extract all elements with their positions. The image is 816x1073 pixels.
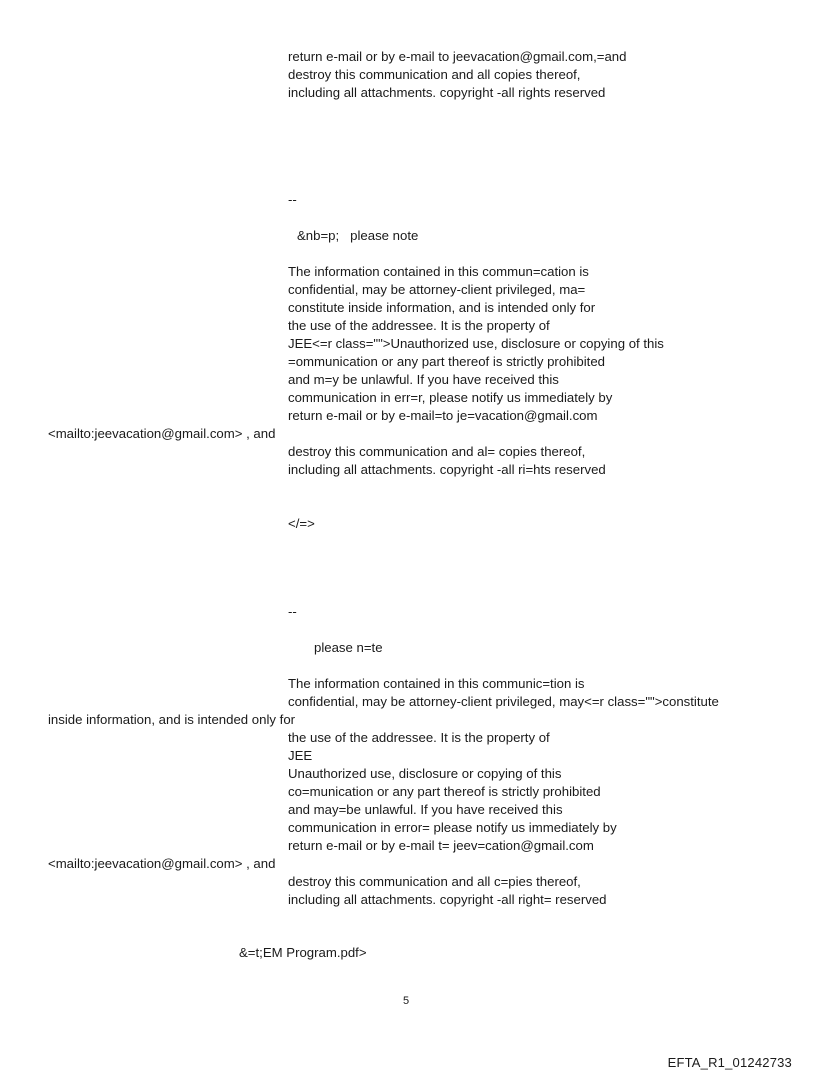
separator: -- (288, 604, 297, 619)
body-line: confidential, may be attorney-client privileged, ma= (288, 282, 586, 297)
body-line: and may=be unlawful. If you have received this (288, 802, 563, 817)
body-line: destroy this communication and all copies thereof, (288, 67, 581, 82)
body-line: return e-mail or by e-mail t= jeev=cation@gmail.com (288, 838, 594, 853)
body-line: the use of the addressee. It is the property of (288, 730, 550, 745)
body-line: including all attachments. copyright -all rights reserved (288, 85, 606, 100)
body-line: communication in err=r, please notify us immediately by (288, 390, 613, 405)
body-line: the use of the addressee. It is the property of (288, 318, 550, 333)
wrapped-line: inside information, and is intended only for (48, 712, 296, 727)
body-line: constitute inside information, and is intended only for (288, 300, 596, 315)
bates-number: EFTA_R1_01242733 (667, 1055, 792, 1070)
mailto-line: <mailto:jeevacation@gmail.com> , and (48, 426, 276, 441)
body-line: co=munication or any part thereof is strictly prohibited (288, 784, 601, 799)
attachment-name: &=t;EM Program.pdf> (239, 945, 367, 960)
notice-heading: please n=te (314, 640, 383, 655)
body-line: JEE (288, 748, 313, 763)
body-line: destroy this communication and all c=pies thereof, (288, 874, 581, 889)
separator: -- (288, 192, 297, 207)
body-line: The information contained in this communic=tion is (288, 676, 585, 691)
body-line: including all attachments. copyright -all ri=hts reserved (288, 462, 606, 477)
body-line: The information contained in this commun=cation is (288, 264, 589, 279)
notice-heading: &nb=p; please note (297, 228, 419, 243)
body-line: return e-mail or by e-mail=to je=vacation@gmail.com (288, 408, 598, 423)
body-line: destroy this communication and al= copies thereof, (288, 444, 586, 459)
mailto-line: <mailto:jeevacation@gmail.com> , and (48, 856, 276, 871)
body-line: Unauthorized use, disclosure or copying of this (288, 766, 562, 781)
body-line: and m=y be unlawful. If you have received this (288, 372, 559, 387)
page-number: 5 (403, 995, 410, 1007)
body-line: JEE<=r class="">Unauthorized use, disclosure or copying of this (288, 336, 664, 351)
closing-tag: </=> (288, 516, 315, 531)
body-line: confidential, may be attorney-client privileged, may<=r class="">constitute (288, 694, 719, 709)
body-line: communication in error= please notify us immediately by (288, 820, 617, 835)
body-line: including all attachments. copyright -all right= reserved (288, 892, 607, 907)
body-line: return e-mail or by e-mail to jeevacation@gmail.com,=and (288, 49, 627, 64)
body-line: =ommunication or any part thereof is strictly prohibited (288, 354, 606, 369)
